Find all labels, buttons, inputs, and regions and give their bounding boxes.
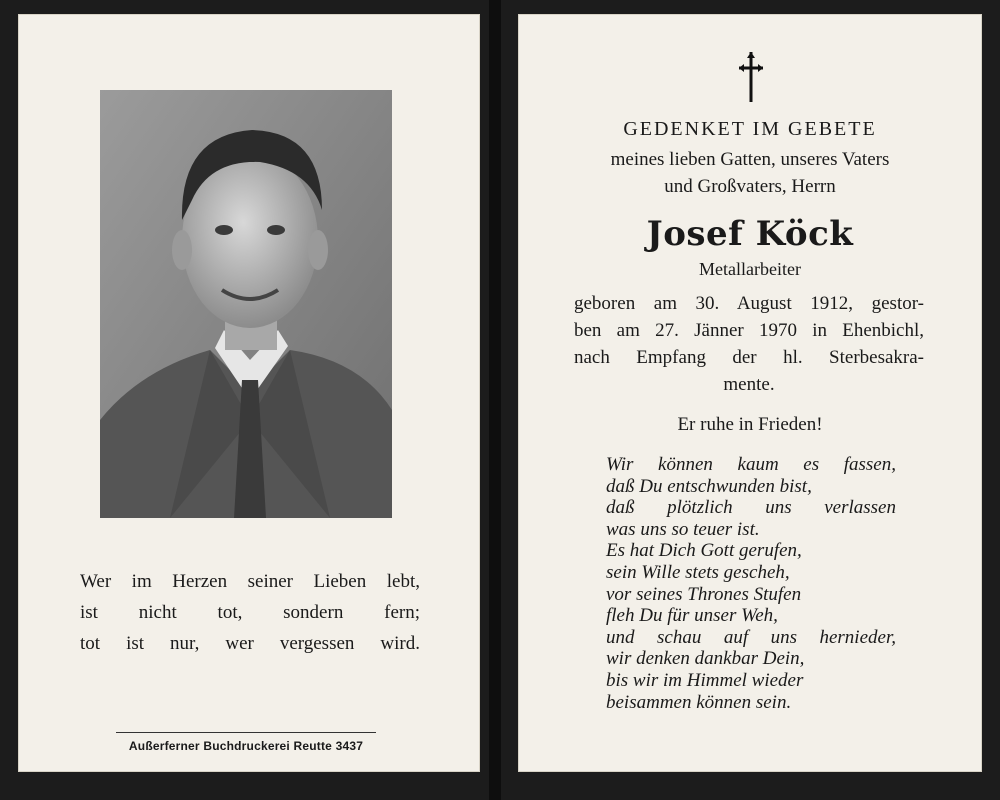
portrait-photo xyxy=(100,90,392,518)
left-card xyxy=(18,14,480,772)
verse-line: Wer im Herzen seiner Lieben lebt, xyxy=(80,571,420,592)
subtitle-line: meines lieben Gatten, unseres Vaters xyxy=(610,149,890,170)
poem-line: fleh Du für unser Weh, xyxy=(606,605,778,627)
poem-line: vor seines Thrones Stufen xyxy=(606,583,802,605)
verse-line: tot ist nur, wer vergessen wird. xyxy=(80,633,420,654)
cross-icon xyxy=(736,52,766,102)
deceased-name: Josef Köck xyxy=(646,214,854,254)
poem-line: Wir können kaum es fassen, xyxy=(606,454,896,475)
poem-line: und schau auf uns hernieder, xyxy=(606,626,896,648)
memorial-heading: GEDENKET IM GEBETE xyxy=(623,118,877,140)
poem-line: wir denken dankbar Dein, xyxy=(606,648,805,670)
rest-in-peace: Er ruhe in Frieden! xyxy=(677,414,823,435)
dates-line: geboren am 30. August 1912, gestor- xyxy=(574,293,924,314)
memorial-verse xyxy=(80,566,420,659)
occupation: Metallarbeiter xyxy=(699,259,801,279)
life-dates xyxy=(574,290,924,398)
memorial-poem xyxy=(606,454,896,713)
memorial-subtitle xyxy=(518,146,982,200)
portrait-illustration xyxy=(100,90,392,518)
dates-line: mente. xyxy=(723,374,775,395)
poem-line: was uns so teuer ist. xyxy=(606,518,760,540)
verse-line: ist nicht tot, sondern fern; xyxy=(80,602,420,623)
poem-line: daß plötzlich uns verlassen xyxy=(606,497,896,519)
poem-line: Es hat Dich Gott gerufen, xyxy=(606,540,802,562)
poem-line: daß Du entschwunden bist, xyxy=(606,475,812,497)
printer-imprint: Außerferner Buchdruckerei Reutte 3437 xyxy=(116,732,376,753)
poem-line: sein Wille stets gescheh, xyxy=(606,561,790,583)
poem-line: beisammen können sein. xyxy=(606,691,792,713)
card-fold-spine xyxy=(489,0,501,800)
dates-line: nach Empfang der hl. Sterbesakra- xyxy=(574,347,924,368)
poem-line: bis wir im Himmel wieder xyxy=(606,669,804,691)
dates-line: ben am 27. Jänner 1970 in Ehenbichl, xyxy=(574,320,924,341)
right-card xyxy=(518,14,982,772)
subtitle-line: und Großvaters, Herrn xyxy=(664,176,836,197)
